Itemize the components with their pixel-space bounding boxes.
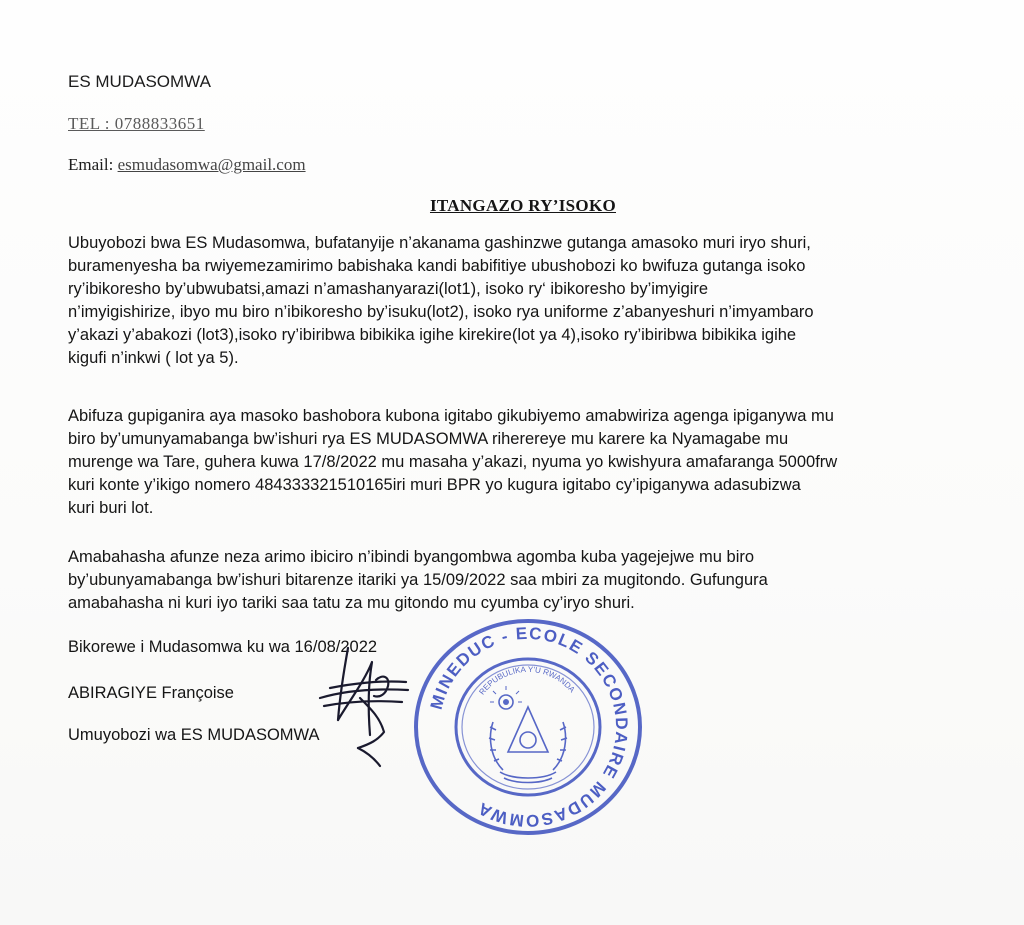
email-link[interactable]: esmudasomwa@gmail.com: [117, 155, 306, 174]
paragraph-line: Amabahasha afunze neza arimo ibiciro n’ibindi byangombwa agomba kuba yagejejwe mu biro: [68, 548, 755, 566]
paragraph-line: kigufi n’inkwi ( lot ya 5).: [68, 349, 239, 367]
svg-text:REPUBULIKA Y'U RWANDA: [477, 665, 577, 697]
signatory-name: ABIRAGIYE Françoise: [68, 684, 234, 702]
paragraph-1: [68, 232, 968, 370]
official-stamp: [408, 612, 648, 842]
paragraph-line: ry’ibikoresho by’ubwubatsi,amazi n’amashanyarazi(lot1), isoko ry‘ ibikoresho by’imyigire: [68, 280, 709, 298]
paragraph-line: amabahasha ni kuri iyo tariki saa tatu za mu gitondo mu cyumba cy’iryo shuri.: [68, 594, 635, 612]
stamp-inner-text: REPUBULIKA Y'U RWANDA: [477, 664, 577, 697]
paragraph-line: Ubuyobozi bwa ES Mudasomwa, bufatanyije n’akanama gashinzwe gutanga amasoko muri iryo shuri,: [68, 234, 811, 252]
signatory-role: Umuyobozi wa ES MUDASOMWA: [68, 726, 320, 744]
email-line: [68, 155, 306, 175]
paragraph-3: [68, 546, 968, 615]
paragraph-line: murenge wa Tare, guhera kuwa 17/8/2022 mu masaha y’akazi, nyuma yo kwishyura amafaranga 5000frw: [68, 453, 838, 471]
paragraph-line: y’akazi y’abakozi (lot3),isoko ry’ibiribwa bibikika igihe kirekire(lot ya 4),isoko ry’ibiribwa bibikika igihe: [68, 326, 797, 344]
stamp-ring-text: MINEDUC - ECOLE SECONDAIRE MUDASOMWA: [426, 623, 632, 831]
telephone: TEL : 0788833651: [68, 114, 205, 133]
paragraph-line: kuri konte y’ikigo nomero 484333321510165iri muri BPR yo kugura igitabo cy’ipiganywa adasubizwa: [68, 476, 801, 494]
document-title: ITANGAZO RY’ISOKO: [429, 196, 616, 215]
signature-date-line: Bikorewe i Mudasomwa ku wa 16/08/2022: [68, 638, 378, 656]
paragraph-2: [68, 405, 968, 520]
school-name: ES MUDASOMWA: [68, 72, 211, 91]
email-label: Email:: [68, 155, 114, 174]
paragraph-line: buramenyesha ba rwiyemezamirimo babishaka kandi babifitiye ubushobozi ko bwifuza gutanga isoko: [68, 257, 806, 275]
paragraph-line: n’imyigishirize, ibyo mu biro n’ibikoresho by’isuku(lot2), isoko rya uniforme z’abanyeshuri n’imyambaro: [68, 303, 814, 321]
handwritten-signature: [310, 640, 420, 770]
paragraph-line: Abifuza gupiganira aya masoko bashobora kubona igitabo gikubiyemo amabwiriza agenga ipiganywa mu: [68, 407, 834, 425]
paragraph-line: kuri buri lot.: [68, 499, 154, 517]
paragraph-line: by’ubunyamabanga bw’ishuri bitarenze itariki ya 15/09/2022 saa mbiri za mugitondo. Gufungura: [68, 571, 768, 589]
paragraph-line: biro by’umunyamabanga bw’ishuri rya ES MUDASOMWA riherereye mu karere ka Nyamagabe mu: [68, 430, 789, 448]
